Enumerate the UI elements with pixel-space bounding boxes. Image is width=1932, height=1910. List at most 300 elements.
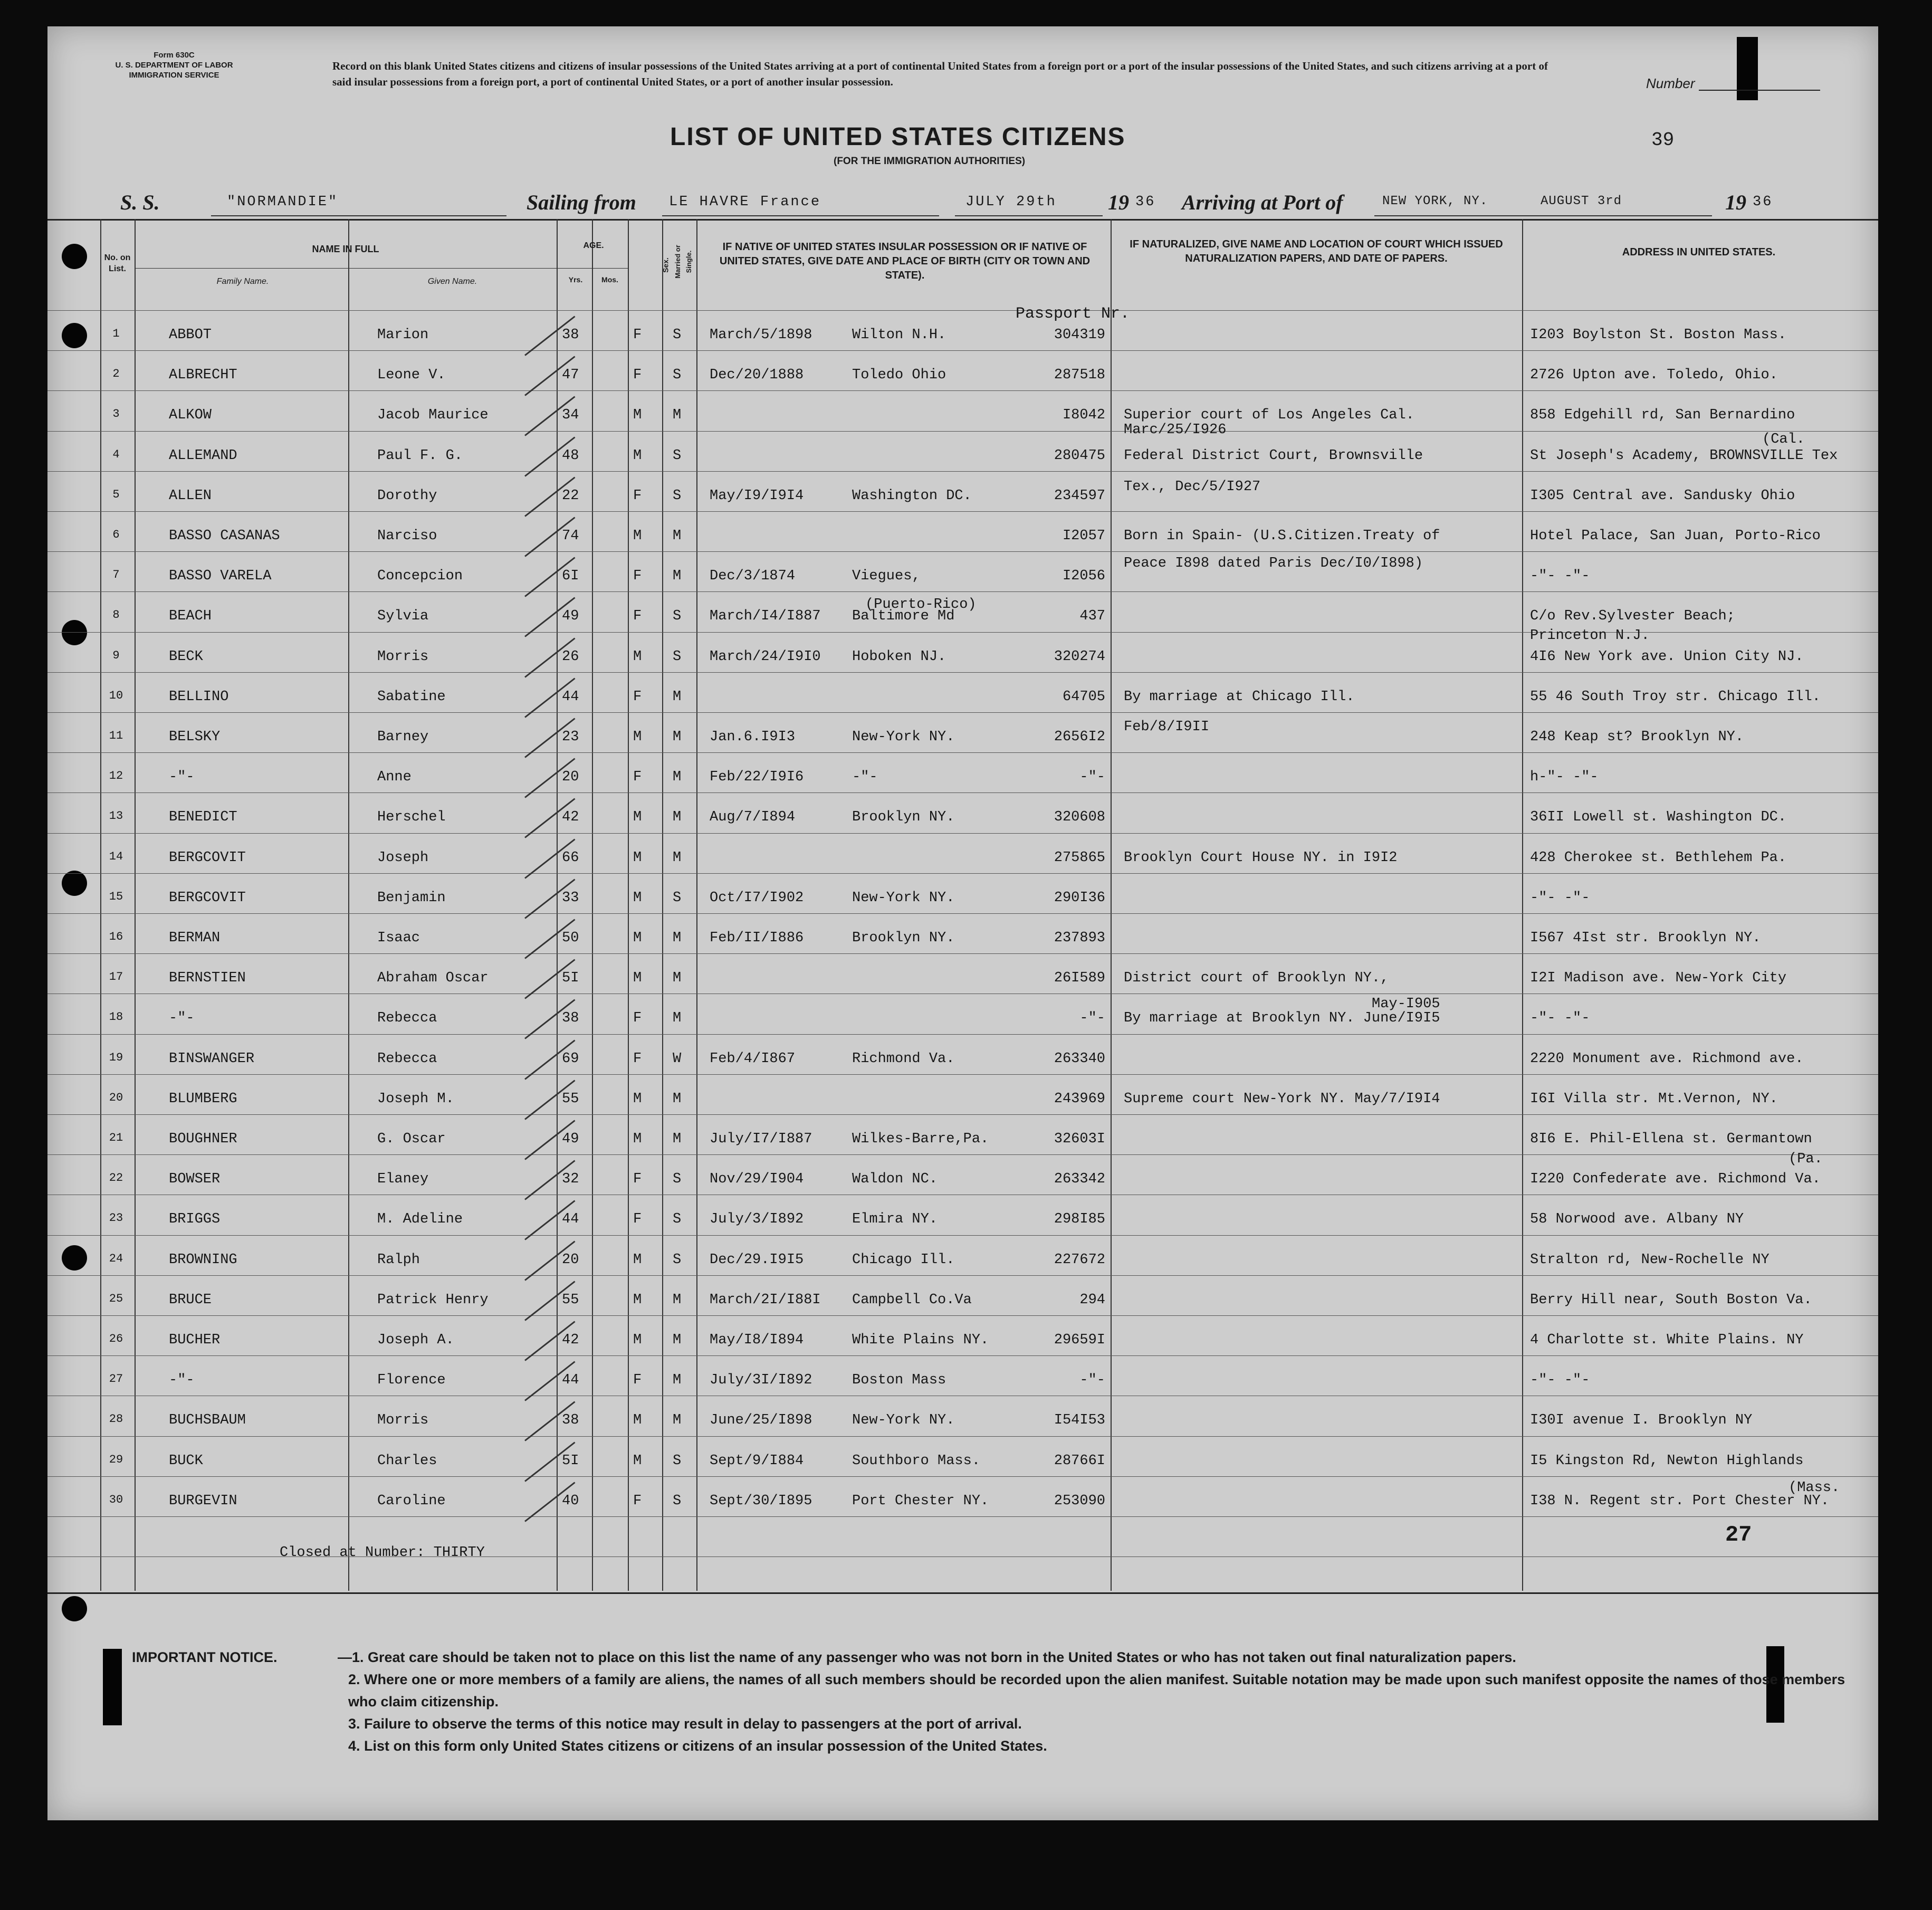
birth-place: Toledo Ohio	[852, 367, 946, 384]
header-no: No. on List.	[104, 253, 131, 273]
birth-date: Jan.6.I9I3	[710, 729, 796, 745]
sex: F	[633, 1372, 642, 1389]
passport-number: 320274	[1054, 648, 1105, 665]
marital-status: S	[673, 1453, 682, 1469]
marital-status: M	[673, 689, 682, 705]
marital-status: M	[673, 1292, 682, 1308]
passport-number: 294	[1079, 1292, 1105, 1308]
passport-number: -"-	[1079, 769, 1105, 786]
passport-number: 243969	[1054, 1091, 1105, 1107]
family-name: BEACH	[169, 608, 212, 625]
marital-status: M	[673, 1412, 682, 1429]
sex: M	[633, 809, 642, 826]
sex: M	[633, 447, 642, 464]
age: 42	[562, 809, 579, 826]
birth-date: March/5/1898	[710, 327, 812, 343]
header-family: Family Name.	[216, 277, 269, 286]
sail-date: JULY 29th	[965, 194, 1057, 210]
family-name: -"-	[169, 769, 195, 786]
notice-3: 3. Failure to observe the terms of this notice may result in delay to passengers at the port of arrival.	[348, 1716, 1022, 1732]
arriving-label: Arriving at Port of	[1182, 190, 1343, 214]
birth-date: Feb/4/I867	[710, 1050, 796, 1067]
given-name: Ralph	[377, 1252, 420, 1268]
given-name: Concepcion	[377, 568, 463, 585]
birth-date: Dec/20/1888	[710, 367, 804, 384]
family-name: BRIGGS	[169, 1211, 221, 1228]
family-name: BROWNING	[169, 1252, 237, 1268]
row-number: 5	[112, 488, 120, 501]
address: 428 Cherokee st. Bethlehem Pa.	[1530, 849, 1787, 866]
age: 40	[562, 1493, 579, 1509]
passport-number: I8042	[1062, 407, 1105, 424]
closed-at-number: Closed at Number: THIRTY	[280, 1545, 485, 1561]
sex: M	[633, 729, 642, 745]
row-line	[47, 1154, 1878, 1155]
arrival-port: NEW YORK, NY.	[1382, 194, 1488, 208]
birth-date: March/2I/I88I	[710, 1292, 821, 1308]
number-field	[1699, 90, 1820, 91]
age: 32	[562, 1171, 579, 1188]
family-name: BERNSTIEN	[169, 970, 246, 987]
row17-naturalization-date: May-I905	[1372, 996, 1440, 1012]
row-number: 11	[109, 729, 123, 742]
row6-naturalization-cont: Peace I898 dated Paris Dec/I0/I898)	[1124, 556, 1423, 571]
sex: M	[633, 1091, 642, 1107]
family-name: BOWSER	[169, 1171, 221, 1188]
passport-number: 29659I	[1054, 1332, 1105, 1348]
family-name: BLUMBERG	[169, 1091, 237, 1107]
row-line	[47, 591, 1878, 592]
age: 69	[562, 1050, 579, 1067]
naturalization: Supreme court New-York NY. May/7/I9I4	[1124, 1091, 1440, 1107]
family-name: -"-	[169, 1010, 195, 1027]
marital-status: S	[673, 488, 682, 504]
passport-number: 320608	[1054, 809, 1105, 826]
age: 74	[562, 528, 579, 544]
sex: F	[633, 568, 642, 585]
given-name: M. Adeline	[377, 1211, 463, 1228]
birth-place: New-York NY.	[852, 1412, 955, 1429]
row7-birthplace-cont: (Puerto-Rico)	[865, 597, 977, 613]
birth-place: Wilton N.H.	[852, 327, 946, 343]
naturalization: District court of Brooklyn NY.,	[1124, 970, 1389, 987]
family-name: BASSO CASANAS	[169, 528, 280, 544]
row-line	[47, 953, 1878, 954]
sex: M	[633, 407, 642, 424]
age: 38	[562, 1010, 579, 1027]
address: 8I6 E. Phil-Ellena st. Germantown	[1530, 1131, 1812, 1147]
family-name: BERGCOVIT	[169, 890, 246, 906]
age: 50	[562, 930, 579, 946]
marital-status: S	[673, 327, 682, 343]
address: Stralton rd, New-Rochelle NY	[1530, 1252, 1770, 1268]
row4-naturalization-date: Tex., Dec/5/I927	[1124, 479, 1261, 495]
passport-number: 437	[1079, 608, 1105, 625]
row-number: 4	[112, 447, 120, 461]
passport-number: 275865	[1054, 849, 1105, 866]
birth-place: Richmond Va.	[852, 1050, 955, 1067]
row-line	[47, 1436, 1878, 1437]
header-age: AGE.	[583, 241, 604, 250]
age: 20	[562, 769, 579, 786]
address: I2I Madison ave. New-York City	[1530, 970, 1787, 987]
row-line	[47, 1235, 1878, 1236]
birth-date: March/I4/I887	[710, 608, 821, 625]
family-name: BUCHSBAUM	[169, 1412, 246, 1429]
sex: M	[633, 648, 642, 665]
birth-place: Brooklyn NY.	[852, 809, 955, 826]
family-name: -"-	[169, 1372, 195, 1389]
address: C/o Rev.Sylvester Beach;	[1530, 608, 1735, 625]
birth-place: Elmira NY.	[852, 1211, 938, 1228]
column-divider	[696, 219, 697, 1591]
address: 36II Lowell st. Washington DC.	[1530, 809, 1787, 826]
birth-date: Aug/7/I894	[710, 809, 796, 826]
given-name: Anne	[377, 769, 412, 786]
family-name: ALLEN	[169, 488, 212, 504]
birth-place: Southboro Mass.	[852, 1453, 981, 1469]
birth-date: March/24/I9I0	[710, 648, 821, 665]
given-name: Joseph A.	[377, 1332, 454, 1348]
passport-number: 64705	[1062, 689, 1105, 705]
given-name: Rebecca	[377, 1010, 437, 1027]
address: 2726 Upton ave. Toledo, Ohio.	[1530, 367, 1778, 384]
row-number: 16	[109, 930, 123, 943]
sex: F	[633, 689, 642, 705]
age: 33	[562, 890, 579, 906]
ship-name: "NORMANDIE"	[227, 194, 339, 210]
notice-2: 2. Where one or more members of a family are aliens, the names of all such members should be recorded upon the alien manifest. Suitable notation may be made upon such manifest opposite the names of those members who claim citizenship.	[348, 1672, 1845, 1710]
row-line	[47, 1275, 1878, 1276]
birth-date: July/3I/I892	[710, 1372, 812, 1389]
sail-year: 36	[1135, 194, 1156, 210]
row-number: 14	[109, 849, 123, 863]
marital-status: S	[673, 1211, 682, 1228]
birth-place: Waldon NC.	[852, 1171, 938, 1188]
birth-date: Sept/30/I895	[710, 1493, 812, 1509]
row-number: 26	[109, 1332, 123, 1345]
address: I5 Kingston Rd, Newton Highlands	[1530, 1453, 1804, 1469]
age: 34	[562, 407, 579, 424]
birth-place: Wilkes-Barre,Pa.	[852, 1131, 989, 1147]
given-name: Charles	[377, 1453, 437, 1469]
family-name: BENEDICT	[169, 809, 237, 826]
manifest-table	[47, 219, 1878, 1594]
marital-status: M	[673, 849, 682, 866]
passport-number: I2056	[1062, 568, 1105, 585]
row-number: 10	[109, 689, 123, 702]
birth-date: May/I9/I9I4	[710, 488, 804, 504]
column-divider	[348, 219, 349, 1591]
sex: F	[633, 1493, 642, 1509]
birth-place: Boston Mass	[852, 1372, 946, 1389]
birth-place: Viegues,	[852, 568, 921, 585]
given-name: Marion	[377, 327, 429, 343]
header-divider	[557, 268, 628, 269]
age: 66	[562, 849, 579, 866]
tally-number: 27	[1725, 1522, 1752, 1548]
marital-status: M	[673, 729, 682, 745]
marital-status: M	[673, 1091, 682, 1107]
sex: M	[633, 1412, 642, 1429]
family-name: BUCK	[169, 1453, 203, 1469]
age: 48	[562, 447, 579, 464]
given-name: Caroline	[377, 1493, 446, 1509]
sex: F	[633, 327, 642, 343]
row-number: 15	[109, 890, 123, 903]
header-mos: Mos.	[601, 275, 618, 284]
row10-naturalization-date: Feb/8/I9II	[1124, 719, 1210, 735]
row-line	[47, 350, 1878, 351]
column-divider	[135, 219, 136, 1591]
row-number: 22	[109, 1171, 123, 1185]
marital-status: M	[673, 809, 682, 826]
given-name: Isaac	[377, 930, 420, 946]
address: I38 N. Regent str. Port Chester NY.	[1530, 1493, 1830, 1509]
address: -"- -"-	[1530, 568, 1590, 585]
header-divider	[135, 268, 557, 269]
row-line	[47, 1355, 1878, 1356]
sex: F	[633, 1211, 642, 1228]
row-number: 20	[109, 1091, 123, 1104]
header-yrs: Yrs.	[568, 275, 583, 284]
row29-address-state: (Mass.	[1788, 1480, 1840, 1496]
passport-header: Passport Nr.	[1016, 305, 1130, 323]
naturalization: Superior court of Los Angeles Cal.	[1124, 407, 1414, 424]
row-number: 19	[109, 1050, 123, 1064]
address: 248 Keap st? Brooklyn NY.	[1530, 729, 1744, 745]
age: 55	[562, 1091, 579, 1107]
marital-status: M	[673, 769, 682, 786]
given-name: Jacob Maurice	[377, 407, 489, 424]
row-number: 23	[109, 1211, 123, 1225]
row-line	[47, 672, 1878, 673]
family-name: BURGEVIN	[169, 1493, 237, 1509]
passport-number: 290I36	[1054, 890, 1105, 906]
sex: M	[633, 890, 642, 906]
sex: F	[633, 1050, 642, 1067]
family-name: BELSKY	[169, 729, 221, 745]
address: Hotel Palace, San Juan, Porto-Rico	[1530, 528, 1821, 544]
passport-number: 253090	[1054, 1493, 1105, 1509]
binder-hole	[62, 1596, 87, 1621]
row-line	[47, 390, 1878, 391]
birth-date: July/I7/I887	[710, 1131, 812, 1147]
address: -"- -"-	[1530, 1372, 1590, 1389]
given-name: Elaney	[377, 1171, 429, 1188]
row-number: 30	[109, 1493, 123, 1506]
birth-place: Baltimore Md	[852, 608, 955, 625]
birth-date: Nov/29/I904	[710, 1171, 804, 1188]
row-line	[47, 471, 1878, 472]
address: 4I6 New York ave. Union City NJ.	[1530, 648, 1804, 665]
row-number: 6	[112, 528, 120, 541]
given-name: Abraham Oscar	[377, 970, 489, 987]
given-name: Herschel	[377, 809, 446, 826]
record-instructions: Record on this blank United States citizens and citizens of insular possessions of the United States arriving at a port of continental United States from a foreign port or a port of the insular possessions of the United States, and such citizens arriving at a port of said insular possessions from a foreign port, a port of continental United States, or a port of another insular possession.	[332, 60, 1548, 88]
arrival-year: 36	[1753, 194, 1773, 210]
given-name: G. Oscar	[377, 1131, 446, 1147]
passport-number: 298I85	[1054, 1211, 1105, 1228]
family-name: ABBOT	[169, 327, 212, 343]
given-name: Barney	[377, 729, 429, 745]
family-name: ALBRECHT	[169, 367, 237, 384]
column-divider	[557, 219, 558, 1591]
age: 42	[562, 1332, 579, 1348]
given-name: Joseph	[377, 849, 429, 866]
edge-mark	[1737, 37, 1758, 100]
marital-status: S	[673, 890, 682, 906]
ss-label: S. S.	[120, 190, 160, 214]
passport-number: 304319	[1054, 327, 1105, 343]
sex: M	[633, 1332, 642, 1348]
row-number: 13	[109, 809, 123, 823]
passport-number: 234597	[1054, 488, 1105, 504]
passport-number: 32603I	[1054, 1131, 1105, 1147]
address: I30I avenue I. Brooklyn NY	[1530, 1412, 1753, 1429]
given-name: Benjamin	[377, 890, 446, 906]
address: St Joseph's Academy, BROWNSVILLE Tex	[1530, 447, 1838, 464]
birth-date: June/25/I898	[710, 1412, 812, 1429]
header-native: IF NATIVE OF UNITED STATES INSULAR POSSESSION OR IF NATIVE OF UNITED STATES, GIVE DATE AND PLACE OF BIRTH (CITY OR TOWN AND STATE).	[719, 241, 1091, 281]
row-line	[47, 752, 1878, 753]
row-number: 12	[109, 769, 123, 783]
birth-place: Washington DC.	[852, 488, 972, 504]
sex: M	[633, 849, 642, 866]
given-name: Leone V.	[377, 367, 446, 384]
address: Berry Hill near, South Boston Va.	[1530, 1292, 1812, 1308]
family-name: BUCHER	[169, 1332, 221, 1348]
address: 858 Edgehill rd, San Bernardino	[1530, 407, 1795, 424]
row-line	[47, 873, 1878, 874]
given-name: Morris	[377, 648, 429, 665]
marital-status: S	[673, 1493, 682, 1509]
family-name: BOUGHNER	[169, 1131, 237, 1147]
column-divider	[1522, 219, 1523, 1591]
row-line	[47, 431, 1878, 432]
birth-date: Dec/3/1874	[710, 568, 796, 585]
birth-place: Port Chester NY.	[852, 1493, 989, 1509]
row-number: 18	[109, 1010, 123, 1024]
address: I305 Central ave. Sandusky Ohio	[1530, 488, 1795, 504]
age: 6I	[562, 568, 579, 585]
address: -"- -"-	[1530, 1010, 1590, 1027]
row-number: 17	[109, 970, 123, 984]
birth-date: May/I8/I894	[710, 1332, 804, 1348]
given-name: Joseph M.	[377, 1091, 454, 1107]
naturalization: By marriage at Brooklyn NY. June/I9I5	[1124, 1010, 1440, 1027]
passport-number: 287518	[1054, 367, 1105, 384]
arrival-date: AUGUST 3rd	[1541, 194, 1622, 208]
given-name: Patrick Henry	[377, 1292, 489, 1308]
column-divider	[592, 219, 593, 1591]
column-divider	[628, 219, 629, 1591]
address: 2220 Monument ave. Richmond ave.	[1530, 1050, 1804, 1067]
marital-status: S	[673, 367, 682, 384]
given-name: Paul F. G.	[377, 447, 463, 464]
sex: M	[633, 930, 642, 946]
birth-date: Feb/II/I886	[710, 930, 804, 946]
birth-date: Oct/I7/I902	[710, 890, 804, 906]
age: 20	[562, 1252, 579, 1268]
marital-status: S	[673, 1252, 682, 1268]
sail-year-prefix: 19	[1108, 190, 1129, 214]
given-name: Narciso	[377, 528, 437, 544]
age: 5I	[562, 1453, 579, 1469]
passport-number: 26I589	[1054, 970, 1105, 987]
marital-status: M	[673, 1332, 682, 1348]
row8-address-cont: Princeton N.J.	[1530, 628, 1650, 644]
passport-number: 2656I2	[1054, 729, 1105, 745]
column-divider	[1111, 219, 1112, 1591]
birth-place: White Plains NY.	[852, 1332, 989, 1348]
family-name: ALLEMAND	[169, 447, 237, 464]
row-number: 1	[112, 327, 120, 340]
sex: M	[633, 970, 642, 987]
age: 44	[562, 1372, 579, 1389]
header-sex: Sex.	[661, 257, 670, 273]
age: 55	[562, 1292, 579, 1308]
notice-4: 4. List on this form only United States citizens or citizens of an insular possession of the United States.	[348, 1738, 1047, 1754]
row-number: 2	[112, 367, 120, 381]
column-divider	[662, 219, 663, 1591]
birth-place: Hoboken NJ.	[852, 648, 946, 665]
passport-number: 263340	[1054, 1050, 1105, 1067]
row21-address-state: (Pa.	[1788, 1151, 1823, 1167]
page-subtitle: (FOR THE IMMIGRATION AUTHORITIES)	[834, 156, 1026, 167]
marital-status: S	[673, 608, 682, 625]
given-name: Florence	[377, 1372, 446, 1389]
row3-address-state: (Cal.	[1762, 432, 1805, 447]
marital-status: M	[673, 1010, 682, 1027]
birth-place: New-York NY.	[852, 729, 955, 745]
edge-mark	[103, 1649, 122, 1725]
age: 23	[562, 729, 579, 745]
row-number: 29	[109, 1453, 123, 1466]
family-name: BRUCE	[169, 1292, 212, 1308]
page-title: LIST OF UNITED STATES CITIZENS	[670, 123, 1126, 151]
birth-place: Campbell Co.Va	[852, 1292, 972, 1308]
birth-date: Dec/29.I9I5	[710, 1252, 804, 1268]
given-name: Dorothy	[377, 488, 437, 504]
page-number: 39	[1651, 129, 1675, 151]
birth-date: July/3/I892	[710, 1211, 804, 1228]
age: 49	[562, 608, 579, 625]
family-name: BECK	[169, 648, 203, 665]
row-line	[47, 551, 1878, 552]
row-line	[47, 1114, 1878, 1115]
number-label: Number	[1646, 75, 1695, 91]
row-line	[47, 1074, 1878, 1075]
family-name: ALKOW	[169, 407, 212, 424]
age: 47	[562, 367, 579, 384]
sex: F	[633, 769, 642, 786]
row-number: 9	[112, 648, 120, 662]
age: 5I	[562, 970, 579, 987]
sex: M	[633, 528, 642, 544]
marital-status: S	[673, 447, 682, 464]
age: 38	[562, 1412, 579, 1429]
row-line	[47, 1516, 1878, 1517]
passport-number: 227672	[1054, 1252, 1105, 1268]
sex: M	[633, 1252, 642, 1268]
marital-status: M	[673, 528, 682, 544]
sex: M	[633, 1292, 642, 1308]
family-name: BELLINO	[169, 689, 229, 705]
birth-date: Sept/9/I884	[710, 1453, 804, 1469]
sailing-label: Sailing from	[527, 190, 636, 214]
address: 55 46 South Troy str. Chicago Ill.	[1530, 689, 1821, 705]
